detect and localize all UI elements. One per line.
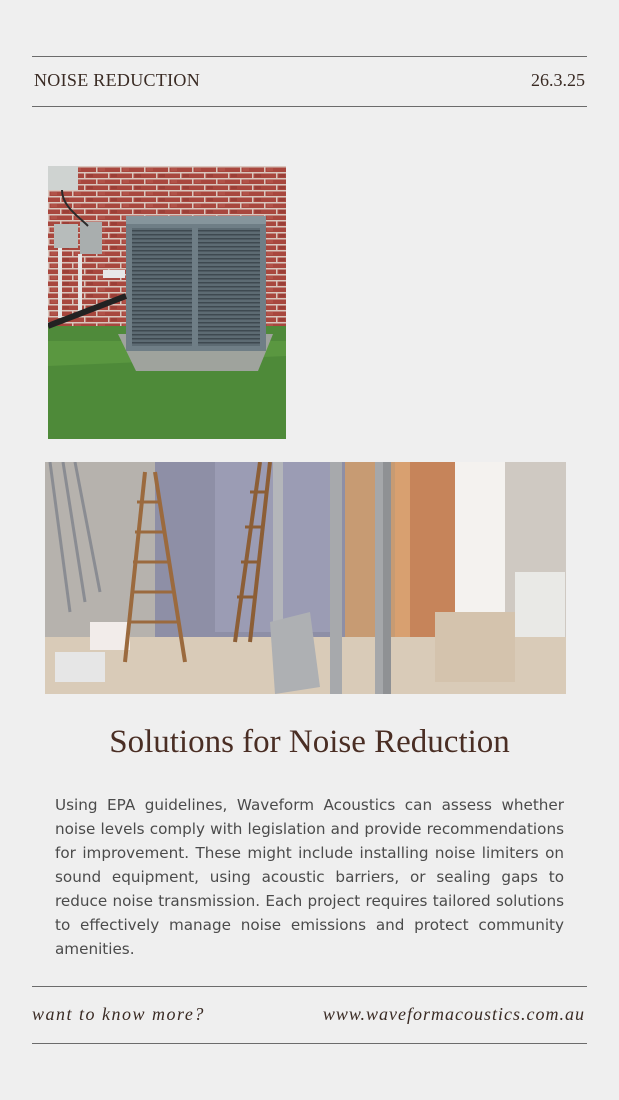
page-title: Solutions for Noise Reduction <box>109 724 510 760</box>
footer-bottom-rule <box>32 1043 587 1044</box>
footer-top-rule <box>32 986 587 987</box>
body-paragraph: Using EPA guidelines, Waveform Acoustics can assess whether noise levels comply with legislation and provide recommendations for improvement. These might include installing noise limiters on sound equipment, using acoustic barriers, or sealing gaps to reduce noise transmission. Each project requires tailored solutions to effectively manage noise emissions and protect community amenities. <box>55 796 564 958</box>
construction-site-photo <box>45 462 566 694</box>
header-bottom-rule <box>32 106 587 107</box>
header-top-rule <box>32 56 587 57</box>
cta-text: want to know more? <box>32 1004 205 1024</box>
header-topic: NOISE REDUCTION <box>34 70 200 90</box>
header-date: 26.3.25 <box>531 70 585 90</box>
ac-unit-photo <box>48 166 286 439</box>
website-link[interactable]: www.waveformacoustics.com.au <box>322 1004 585 1024</box>
